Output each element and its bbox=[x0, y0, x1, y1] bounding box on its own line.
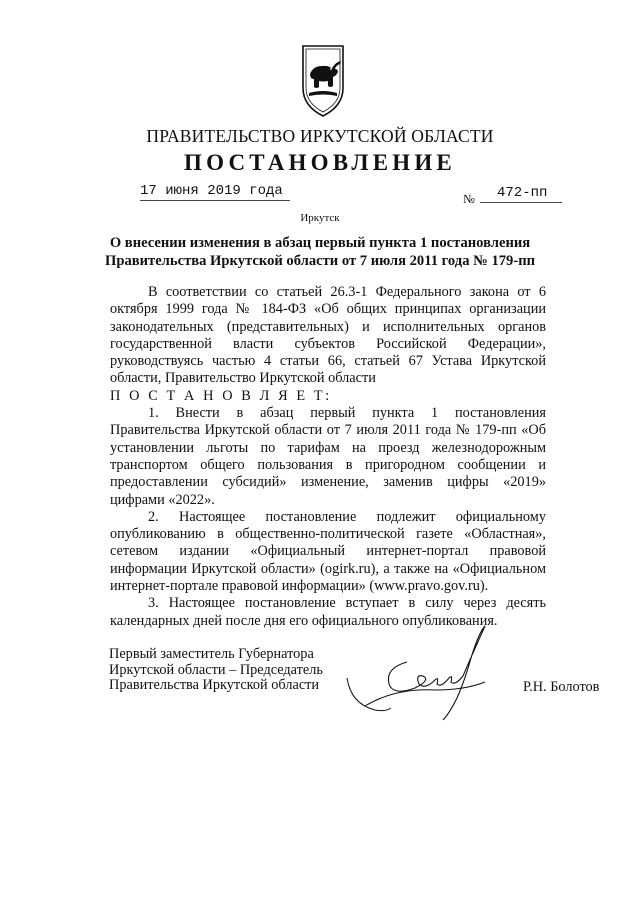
document-date: 17 июня 2019 года bbox=[140, 183, 283, 199]
government-name: ПРАВИТЕЛЬСТВО ИРКУТСКОЙ ОБЛАСТИ bbox=[146, 126, 494, 146]
preamble: В соответствии со статьей 26.3-1 Федерального закона от 6 октября 1999 года № 184-ФЗ «Об общих принципах организации законодательных (представительных) и исполнительных органов государственной власти субъектов Российской Федерации», руководствуясь частью 4 статьи 66, статьей 67 Устава Иркутской области, Правительство Иркутской области bbox=[110, 284, 546, 387]
title-line-2: Правительства Иркутской области от 7 июля 2011 года № 179-пп bbox=[104, 253, 536, 269]
item-3: 3. Настоящее постановление вступает в силу через десять календарных дней после дня его официального опубликования. bbox=[110, 595, 546, 629]
city: Иркутск bbox=[300, 212, 340, 224]
coat-of-arms-icon bbox=[295, 44, 351, 118]
document-type: ПОСТАНОВЛЕНИЕ bbox=[184, 150, 456, 175]
number-sign: № bbox=[463, 192, 475, 206]
signer-position bbox=[109, 647, 323, 694]
number-underline bbox=[480, 202, 562, 203]
date-underline bbox=[140, 200, 290, 201]
document-title bbox=[100, 234, 540, 270]
document-body bbox=[110, 284, 546, 630]
signer-name: Р.Н. Болотов bbox=[523, 679, 600, 695]
item-1: 1. Внести в абзац первый пункта 1 постановления Правительства Иркутской области от 7 июля 2011 года № 179-пп «Об установлении льготы по тарифам на проезд железнодорожным транспортом общего пользования в пригородном сообщении и предоставлении субсидий» изменение, заменив цифры «2019» цифрами «2022». bbox=[110, 405, 546, 508]
signer-position-line-2: Иркутской области – Председатель bbox=[109, 661, 323, 678]
document-number: 472-пп bbox=[497, 185, 548, 201]
signer-position-line-1: Первый заместитель Губернатора bbox=[109, 646, 314, 662]
handwritten-signature bbox=[345, 618, 505, 726]
item-2: 2. Настоящее постановление подлежит официальному опубликованию в общественно-политической газете «Областная», сетевом издании «Официальный интернет-портал правовой информации Иркутской области» (ogirk.ru), а также на «Официальном интернет-портале правовой информации» (www.pravo.gov.ru). bbox=[110, 508, 546, 595]
decree-word: П О С Т А Н О В Л Я Е Т: bbox=[110, 387, 332, 404]
title-line-1: О внесении изменения в абзац первый пункта 1 постановления bbox=[109, 235, 531, 251]
signer-position-line-3: Правительства Иркутской области bbox=[109, 677, 320, 693]
